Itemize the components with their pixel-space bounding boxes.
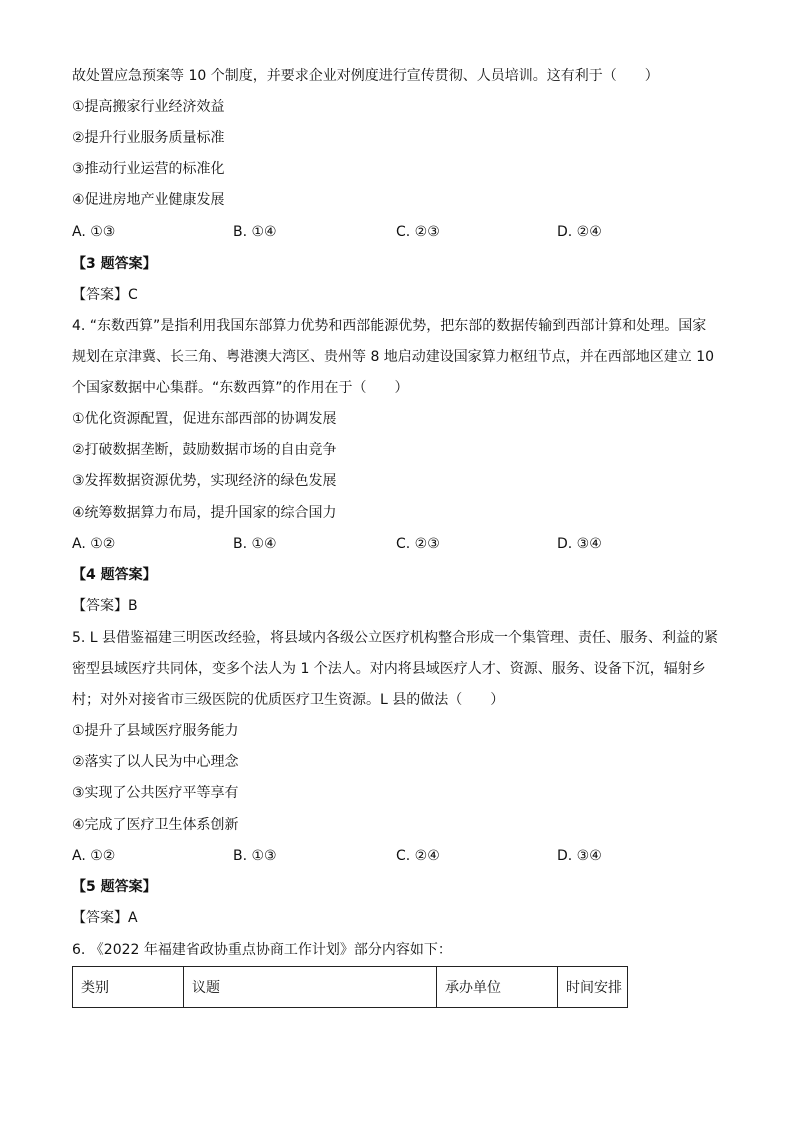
q5-option-b: B. ①③	[233, 848, 277, 864]
q3-item-4: ④促进房地产业健康发展	[72, 192, 225, 208]
q3-answer: 【答案】C	[72, 287, 138, 303]
q3-item-2: ②提升行业服务质量标准	[72, 130, 225, 146]
q3-stem-tail: 故处置应急预案等 10 个制度，并要求企业对例度进行宣传贯彻、人员培训。这有利于（ ）	[72, 68, 659, 84]
q5-option-c: C. ②④	[396, 848, 440, 864]
q4-stem-line-1: 4. “东数西算”是指利用我国东部算力优势和西部能源优势，把东部的数据传输到西部计算和处理。国家	[72, 318, 707, 334]
q4-item-1: ①优化资源配置，促进东部西部的协调发展	[72, 411, 337, 427]
q5-answer: 【答案】A	[72, 910, 138, 926]
q3-answer-heading: 【3 题答案】	[72, 256, 157, 272]
q3-item-3: ③推动行业运营的标准化	[72, 161, 225, 177]
q4-option-b: B. ①④	[233, 536, 277, 552]
q5-option-d: D. ③④	[557, 848, 602, 864]
table-header-cell: 承办单位	[437, 967, 558, 1008]
q5-stem-line-1: 5. L 县借鉴福建三明医改经验，将县域内各级公立医疗机构整合形成一个集管理、责任、服务、利益的紧	[72, 630, 719, 646]
q4-item-2: ②打破数据垄断，鼓励数据市场的自由竞争	[72, 442, 337, 458]
q4-answer-heading: 【4 题答案】	[72, 567, 157, 583]
q4-item-4: ④统筹数据算力布局，提升国家的综合国力	[72, 505, 337, 521]
q3-option-c: C. ②③	[396, 224, 440, 240]
table-header-cell: 时间安排	[558, 967, 628, 1008]
q5-option-a: A. ①②	[72, 848, 116, 864]
q5-stem-line-3: 村；对外对接省市三级医院的优质医疗卫生资源。L 县的做法（ ）	[72, 692, 505, 708]
q3-option-b: B. ①④	[233, 224, 277, 240]
q4-stem-line-3: 个国家数据中心集群。“东数西算”的作用在于（ ）	[72, 380, 409, 396]
q3-option-a: A. ①③	[72, 224, 116, 240]
q4-option-d: D. ③④	[557, 536, 602, 552]
table-header-cell: 议题	[184, 967, 437, 1008]
q6-stem: 6. 《2022 年福建省政协重点协商工作计划》部分内容如下：	[72, 942, 452, 958]
plan-table	[72, 966, 628, 1008]
q4-option-c: C. ②③	[396, 536, 440, 552]
table-header-row	[73, 967, 628, 1008]
q5-item-4: ④完成了医疗卫生体系创新	[72, 817, 239, 833]
q4-answer: 【答案】B	[72, 598, 138, 614]
q5-answer-heading: 【5 题答案】	[72, 879, 157, 895]
q3-option-d: D. ②④	[557, 224, 602, 240]
q4-stem-line-2: 规划在京津冀、长三角、粤港澳大湾区、贵州等 8 地启动建设国家算力枢纽节点，并在西部地区建立 10	[72, 349, 715, 365]
q5-item-1: ①提升了县域医疗服务能力	[72, 723, 239, 739]
q4-option-a: A. ①②	[72, 536, 116, 552]
table-header-cell: 类别	[73, 967, 184, 1008]
q5-stem-line-2: 密型县域医疗共同体，变多个法人为 1 个法人。对内将县域医疗人才、资源、服务、设备下沉，辐射乡	[72, 661, 706, 677]
q5-item-2: ②落实了以人民为中心理念	[72, 754, 239, 770]
q4-item-3: ③发挥数据资源优势，实现经济的绿色发展	[72, 473, 337, 489]
q3-item-1: ①提高搬家行业经济效益	[72, 99, 225, 115]
q5-item-3: ③实现了公共医疗平等享有	[72, 785, 239, 801]
